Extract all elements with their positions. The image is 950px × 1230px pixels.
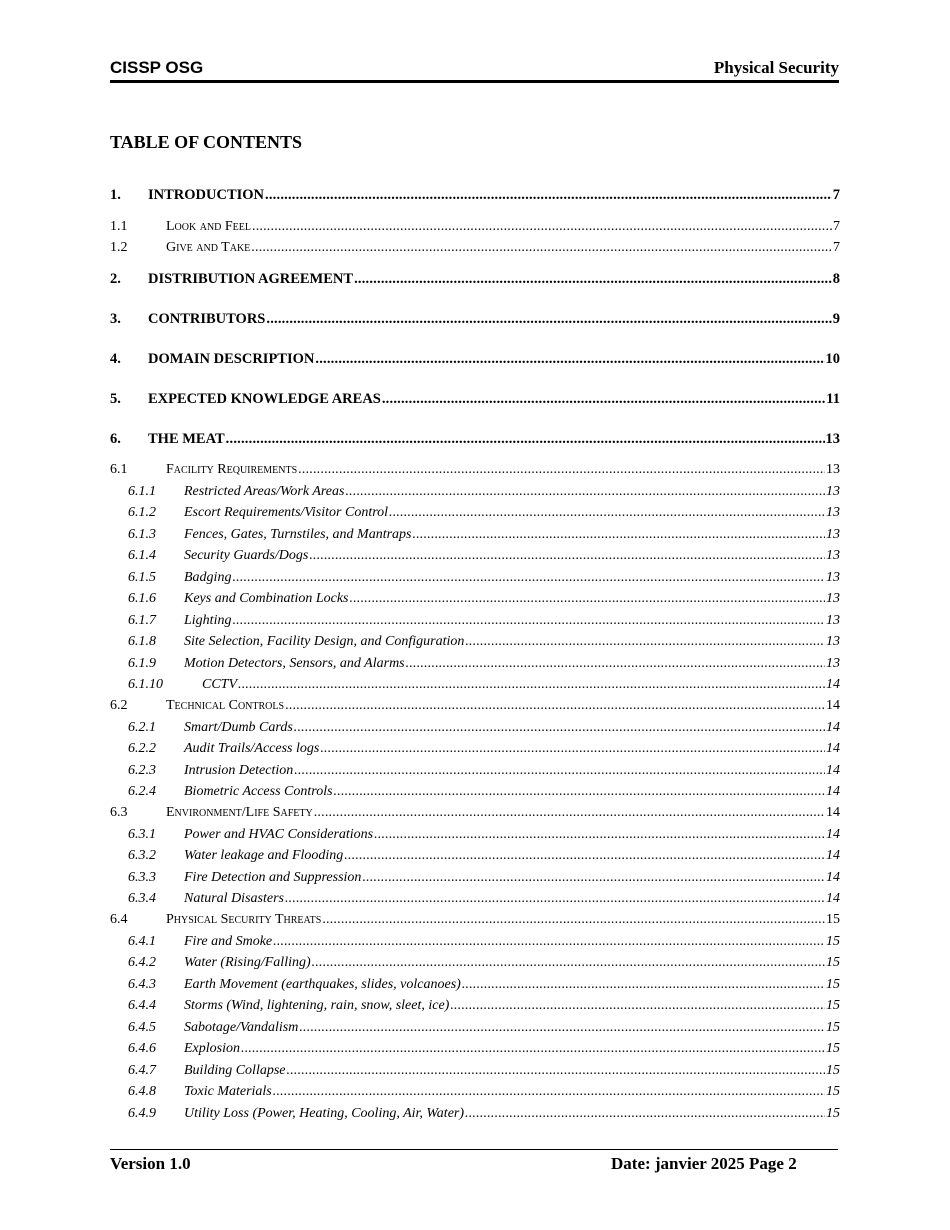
toc-dot-leader [389,505,825,521]
toc-entry[interactable] [110,634,840,652]
toc-entry[interactable] [110,784,840,802]
toc-entry-page[interactable]: 7 [832,187,840,203]
toc-heading: TABLE OF CONTENTS [110,132,303,152]
toc-entry-number: 6.4.8 [128,1084,156,1099]
toc-dot-leader [298,462,825,478]
toc-entry-page[interactable]: 15 [826,934,840,949]
toc-entry-title[interactable]: Smart/Dumb Cards [184,720,293,735]
toc-dot-leader [266,311,831,328]
toc-entry[interactable] [110,891,840,909]
toc-entry-title[interactable]: Fire Detection and Suppression [184,870,362,885]
toc-entry-page[interactable]: 15 [826,998,840,1013]
toc-entry-page[interactable]: 13 [826,548,840,563]
toc-entry-title[interactable]: DISTRIBUTION AGREEMENT [148,271,354,287]
toc-entry-number: 1. [110,187,121,203]
toc-entry-number: 6.2.4 [128,784,156,799]
toc-entry-page[interactable]: 13 [825,431,840,447]
toc-entry[interactable] [110,998,840,1016]
toc-entry-number: 6.4.1 [128,934,156,949]
toc-dot-leader [252,219,832,235]
toc-entry-title[interactable]: Sabotage/Vandalism [184,1020,299,1035]
toc-entry-title[interactable]: Keys and Combination Locks [184,591,349,606]
header-doc-title: CISSP OSG [110,58,204,77]
toc-entry-page[interactable]: 14 [826,870,840,885]
toc-entry[interactable] [110,656,840,674]
toc-entry-page[interactable]: 14 [826,763,840,778]
toc-entry-number: 6.2.2 [128,741,156,756]
toc-entry-number: 6.1.9 [128,656,156,671]
toc-entry-page[interactable]: 13 [826,656,840,671]
toc-entry-title[interactable]: Site Selection, Facility Design, and Configuration [184,634,465,649]
toc-entry-page[interactable]: 14 [826,720,840,735]
toc-entry[interactable] [110,955,840,973]
toc-entry[interactable] [110,219,840,237]
toc-entry-number: 6.3.2 [128,848,156,863]
header-section-title: Physical Security [713,58,839,77]
toc-dot-leader [273,934,825,950]
toc-entry-title[interactable]: Natural Disasters [184,891,284,906]
toc-entry-number: 6.1.5 [128,570,156,585]
toc-entry[interactable] [110,240,840,258]
toc-entry-number: 3. [110,311,121,327]
toc-dot-leader [354,271,832,288]
toc-entry[interactable] [110,870,840,888]
footer-divider [110,1149,838,1150]
toc-dot-leader [322,912,825,928]
toc-entry-page[interactable]: 13 [826,505,840,520]
toc-entry-title[interactable]: Water leakage and Flooding [184,848,344,863]
toc-entry-page[interactable]: 14 [826,741,840,756]
toc-entry-number: 6.1.8 [128,634,156,649]
toc-entry-number: 6.4 [110,912,128,927]
toc-entry-title[interactable]: Restricted Areas/Work Areas [184,484,345,499]
toc-entry[interactable] [110,1106,840,1124]
toc-entry-title[interactable]: CCTV [202,677,238,692]
toc-entry[interactable] [110,1041,840,1059]
toc-entry[interactable] [110,431,840,449]
toc-entry[interactable] [110,591,840,609]
toc-entry[interactable] [110,527,840,545]
toc-dot-leader [251,240,832,256]
toc-entry-number: 6.1.6 [128,591,156,606]
toc-entry-number: 1.2 [110,240,128,255]
toc-entry-number: 6.2 [110,698,128,713]
toc-entry-title[interactable]: Explosion [184,1041,240,1056]
toc-entry-title[interactable]: Toxic Materials [184,1084,272,1099]
toc-entry[interactable] [110,187,840,205]
toc-dot-leader [241,1041,825,1057]
toc-entry-number: 6.1.10 [128,677,163,692]
toc-entry-number: 6.4.7 [128,1063,156,1078]
toc-entry-page[interactable]: 13 [826,570,840,585]
toc-entry-number: 6.2.1 [128,720,156,735]
toc-dot-leader [285,891,825,907]
toc-entry-number: 6.3.1 [128,827,156,842]
toc-dot-leader [226,431,825,448]
toc-entry-title[interactable]: Technical Controls [166,698,285,713]
toc-entry-number: 6.1.4 [128,548,156,563]
toc-dot-leader [406,656,825,672]
toc-entry-title[interactable]: Physical Security Threats [166,912,322,927]
toc-dot-leader [294,720,825,736]
toc-entry-page[interactable]: 15 [826,955,840,970]
toc-dot-leader [334,784,825,800]
toc-entry-number: 6.2.3 [128,763,156,778]
toc-entry-number: 6.4.3 [128,977,156,992]
toc-dot-leader [382,391,825,408]
toc-entry[interactable] [110,484,840,502]
toc-entry-title[interactable]: Storms (Wind, lightening, rain, snow, sleet, ice) [184,998,450,1013]
toc-entry[interactable] [110,827,840,845]
toc-entry-title[interactable]: Biometric Access Controls [184,784,333,799]
toc-entry-page[interactable]: 14 [826,805,840,820]
toc-entry-page[interactable]: 15 [826,1041,840,1056]
toc-dot-leader [312,955,825,971]
toc-entry-title[interactable]: Look and Feel [166,219,251,234]
toc-entry-number: 6.1.3 [128,527,156,542]
toc-entry-title[interactable]: THE MEAT [148,431,225,447]
toc-dot-leader [344,848,825,864]
toc-entry-title[interactable]: EXPECTED KNOWLEDGE AREAS [148,391,381,407]
toc-entry-page[interactable]: 10 [825,351,840,367]
toc-entry-title[interactable]: Intrusion Detection [184,763,294,778]
toc-entry[interactable] [110,912,840,930]
toc-entry-page[interactable]: 7 [833,240,840,255]
toc-entry-title[interactable]: Power and HVAC Considerations [184,827,374,842]
toc-entry-page[interactable]: 13 [826,462,840,477]
toc-dot-leader [238,677,825,693]
toc-entry-number: 6.1.7 [128,613,156,628]
toc-entry-page[interactable]: 14 [826,677,840,692]
toc-entry-number: 6.1 [110,462,128,477]
toc-dot-leader [465,634,825,650]
toc-dot-leader [299,1020,825,1036]
toc-entry-number: 1.1 [110,219,128,234]
toc-dot-leader [450,998,825,1014]
toc-entry-page[interactable]: 15 [826,1106,840,1121]
toc-entry-page[interactable]: 9 [832,311,840,327]
toc-entry[interactable] [110,462,840,480]
toc-dot-leader [374,827,825,843]
toc-dot-leader [465,1106,825,1122]
toc-entry-number: 6.3.3 [128,870,156,885]
toc-entry[interactable] [110,391,840,409]
toc-entry[interactable] [110,741,840,759]
toc-entry-number: 6.1.2 [128,505,156,520]
toc-entry-title[interactable]: Fences, Gates, Turnstiles, and Mantraps [184,527,412,542]
toc-entry-page[interactable]: 8 [832,271,840,287]
toc-entry-number: 6.3 [110,805,128,820]
toc-entry[interactable] [110,613,840,631]
toc-entry-page[interactable]: 15 [826,912,840,927]
toc-entry-title[interactable]: Audit Trails/Access logs [184,741,320,756]
toc-entry[interactable] [110,311,840,329]
toc-entry[interactable] [110,351,840,369]
toc-entry[interactable] [110,677,840,695]
toc-dot-leader [232,613,825,629]
toc-entry-title[interactable]: Facility Requirements [166,462,298,477]
toc-entry-title[interactable]: Environment/Life Safety [166,805,313,820]
toc-entry-page[interactable]: 11 [826,391,840,407]
toc-entry-number: 4. [110,351,121,367]
toc-entry-number: 6. [110,431,121,447]
toc-entry-title[interactable]: Water (Rising/Falling) [184,955,311,970]
toc-entry-page[interactable]: 14 [826,784,840,799]
toc-entry-title[interactable]: Fire and Smoke [184,934,273,949]
toc-entry[interactable] [110,698,840,716]
toc-dot-leader [345,484,825,500]
toc-entry-title[interactable]: Badging [184,570,232,585]
toc-entry-title[interactable]: Utility Loss (Power, Heating, Cooling, Air, Water) [184,1106,465,1121]
toc-entry-page[interactable]: 15 [826,1084,840,1099]
toc-entry-number: 6.4.4 [128,998,156,1013]
toc-entry[interactable] [110,720,840,738]
toc-entry[interactable] [110,1084,840,1102]
page-header [110,56,839,83]
toc-dot-leader [232,570,825,586]
toc-dot-leader [314,805,825,821]
toc-entry-title[interactable]: DOMAIN DESCRIPTION [148,351,315,367]
toc-entry-page[interactable]: 14 [826,827,840,842]
toc-entry-number: 6.4.9 [128,1106,156,1121]
toc-dot-leader [350,591,826,607]
toc-dot-leader [273,1084,825,1100]
toc-entry[interactable] [110,1063,840,1081]
toc-dot-leader [315,351,824,368]
toc-entry[interactable] [110,763,840,781]
footer-date-page: Date: janvier 2025 Page 2 [611,1154,797,1173]
toc-entry[interactable] [110,570,840,588]
toc-entry-number: 2. [110,271,121,287]
toc-entry[interactable] [110,505,840,523]
toc-entry-title[interactable]: Motion Detectors, Sensors, and Alarms [184,656,405,671]
toc-entry[interactable] [110,805,840,823]
toc-dot-leader [287,1063,826,1079]
toc-entry-page[interactable]: 15 [826,1020,840,1035]
toc-dot-leader [294,763,825,779]
toc-entry-title[interactable]: Escort Requirements/Visitor Control [184,505,389,520]
toc-entry-page[interactable]: 14 [826,891,840,906]
toc-entry-page[interactable]: 14 [826,698,840,713]
toc-entry-title[interactable]: Security Guards/Dogs [184,548,309,563]
toc-entry-number: 6.4.6 [128,1041,156,1056]
toc-entry[interactable] [110,848,840,866]
toc-entry[interactable] [110,977,840,995]
toc-entry-page[interactable]: 13 [826,634,840,649]
toc-entry-title[interactable]: Earth Movement (earthquakes, slides, volcanoes) [184,977,461,992]
toc-dot-leader [462,977,825,993]
toc-entry[interactable] [110,271,840,289]
toc-dot-leader [265,187,832,204]
toc-dot-leader [413,527,826,543]
toc-dot-leader [362,870,825,886]
toc-entry-page[interactable]: 14 [826,848,840,863]
toc-entry-title[interactable]: Lighting [184,613,232,628]
toc-entry-number: 6.1.1 [128,484,156,499]
toc-entry-title[interactable]: Building Collapse [184,1063,286,1078]
toc-entry-number: 6.4.5 [128,1020,156,1035]
toc-entry-page[interactable]: 13 [826,484,840,499]
toc-entry-page[interactable]: 13 [826,613,840,628]
toc-entry-number: 6.3.4 [128,891,156,906]
toc-entry-number: 6.4.2 [128,955,156,970]
toc-dot-leader [320,741,825,757]
toc-dot-leader [309,548,825,564]
toc-entry-title[interactable]: CONTRIBUTORS [148,311,266,327]
toc-entry-page[interactable]: 15 [826,977,840,992]
toc-entry-page[interactable]: 7 [833,219,840,234]
toc-entry-page[interactable]: 15 [826,1063,840,1078]
toc-entry[interactable] [110,548,840,566]
toc-entry[interactable] [110,934,840,952]
footer-version: Version 1.0 [110,1154,191,1173]
toc-entry-title[interactable]: Give and Take [166,240,251,255]
toc-entry-number: 5. [110,391,121,407]
toc-entry-page[interactable]: 13 [826,591,840,606]
toc-dot-leader [285,698,825,714]
toc-entry-page[interactable]: 13 [826,527,840,542]
toc-entry-title[interactable]: INTRODUCTION [148,187,265,203]
toc-entry[interactable] [110,1020,840,1038]
